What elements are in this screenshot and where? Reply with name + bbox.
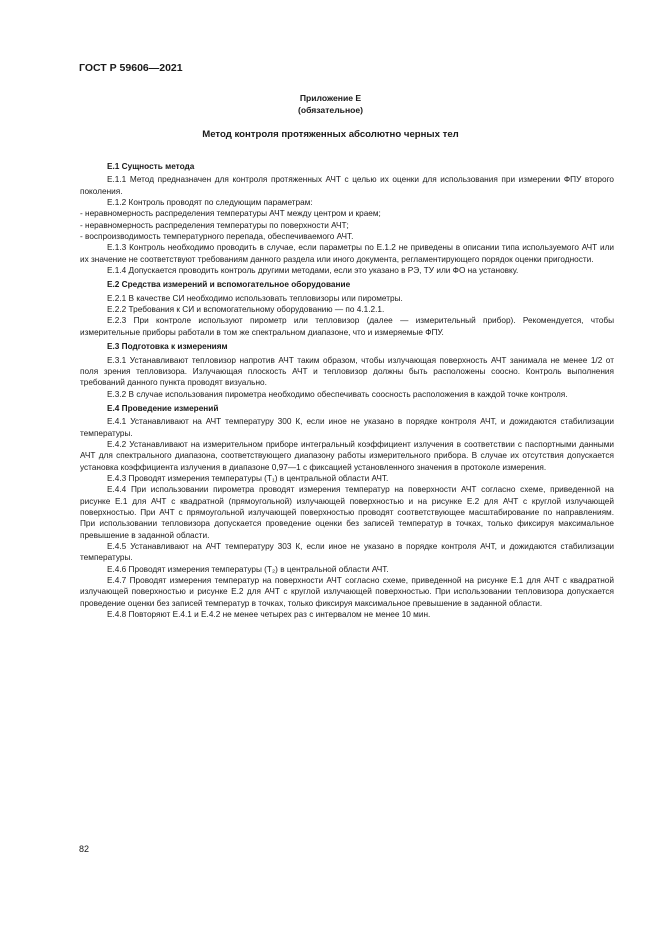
paragraph: Е.2.1 В качестве СИ необходимо использовать тепловизоры или пирометры. [107,293,403,303]
paragraph: Е.3.1 Устанавливают тепловизор напротив АЧТ таким образом, чтобы излучающая поверхность АЧТ занимала не менее 1/2 от поля зрения тепловизора. Излучающая плоскость АЧТ и тепловизор должны быть расположены соосно. Контроль выполнения требований данного пункта проводят визуально. [80,355,614,388]
paragraph: Е.3.2 В случае использования пирометра необходимо обеспечивать соосность расположения в каждой точке контроля. [107,389,568,399]
appendix-status: (обязательное) [297,105,364,115]
appendix-heading [0,92,661,116]
paragraph: Е.2.3 При контроле используют пирометр или тепловизор (далее — измерительный прибор). Рекомендуется, чтобы измерительные приборы работали в том же спектральном диапазоне, что и измеряемые ФПУ. [80,316,614,337]
paragraph: Е.1.3 Контроль необходимо проводить в случае, если параметры по Е.1.2 не приведены в описании типа используемого АЧТ или их значение не соответствуют требованиям данного раздела или иного документа, регламентирующего порядок оценки пригодности. [80,243,614,264]
method-title: Метод контроля протяженных абсолютно черных тел [202,129,459,140]
section-heading: Е.2 Средства измерений и вспомогательное оборудование [107,280,351,290]
section-heading: Е.3 Подготовка к измерениям [107,342,228,352]
page-number: 82 [79,844,90,854]
paragraph: Е.4.7 Проводят измерения температур на поверхности АЧТ согласно схеме, приведенной на рисунке Е.1 для АЧТ с квадратной излучающей поверхностью и рисунке Е.2 для АЧТ с круглой излучающей поверхностью. При использовании тепловизора допускается проведение оценки без записей температур в точках, только фиксируя максимальное превышение в заданной области. [80,576,614,608]
list-item: - воспроизводимость температурного перепада, обеспечиваемого АЧТ. [80,232,354,242]
paragraph: Е.4.5 Устанавливают на АЧТ температуру 303 К, если иное не указано в порядке контроля АЧТ, и дожидаются стабилизации температуры. [80,542,614,563]
appendix-title: Приложение Е [299,93,362,103]
paragraph: Е.4.2 Устанавливают на измерительном приборе интегральный коэффициент излучения в соответствии с паспортными данными АЧТ для спектрального диапазона, соответствующего диапазону работы измерительного прибора. В случае их отсутствия допускается установка коэффициента излучения в диапазоне 0,97—1 с фиксацией установленного значения в протоколе измерения. [80,439,614,472]
paragraph: Е.1.4 Допускается проводить контроль другими методами, если это указано в РЭ, ТУ или ФО на установку. [107,266,519,276]
paragraph: Е.1.1 Метод предназначен для контроля протяженных АЧТ с целью их оценки для использования при измерении ФПУ второго поколения. [80,175,614,196]
paragraph: Е.4.4 При использовании пирометра проводят измерения температур на поверхности АЧТ согласно схеме, приведенной на рисунке Е.1 для АЧТ с квадратной (прямоугольной) излучающей поверхностью и на рисунке Е.2 для АЧТ с круглой излучающей поверхностью. При АЧТ с прямоугольной излучающей поверхностью проводят соответствующее масштабирование по направлениям. При использовании тепловизора допускается проведение оценки без записей температур в точках, только фиксируя максимальное превышение в заданной области. [80,485,614,540]
paragraph: Е.2.2 Требования к СИ и вспомогательному оборудованию — по 4.1.2.1. [107,305,385,315]
document-body [80,158,614,620]
paragraph: Е.4.3 Проводят измерения температуры (T₁) в центральной области АЧТ. [107,473,389,483]
paragraph: Е.1.2 Контроль проводят по следующим параметрам: [107,198,313,208]
list-item: - неравномерность распределения температуры АЧТ между центром и краем; [80,209,381,219]
section-heading: Е.4 Проведение измерений [107,403,219,413]
list-item: - неравномерность распределения температуры по поверхности АЧТ; [80,220,349,230]
paragraph: Е.4.1 Устанавливают на АЧТ температуру 300 К, если иное не указано в порядке контроля АЧТ, и дожидаются стабилизации температуры. [80,417,614,438]
paragraph: Е.4.8 Повторяют Е.4.1 и Е.4.2 не менее четырех раз с интервалом не менее 10 мин. [107,610,431,620]
section-heading: Е.1 Сущность метода [107,162,195,171]
document-code: ГОСТ Р 59606—2021 [79,62,183,74]
paragraph: Е.4.6 Проводят измерения температуры (T₂) в центральной области АЧТ. [107,564,389,574]
